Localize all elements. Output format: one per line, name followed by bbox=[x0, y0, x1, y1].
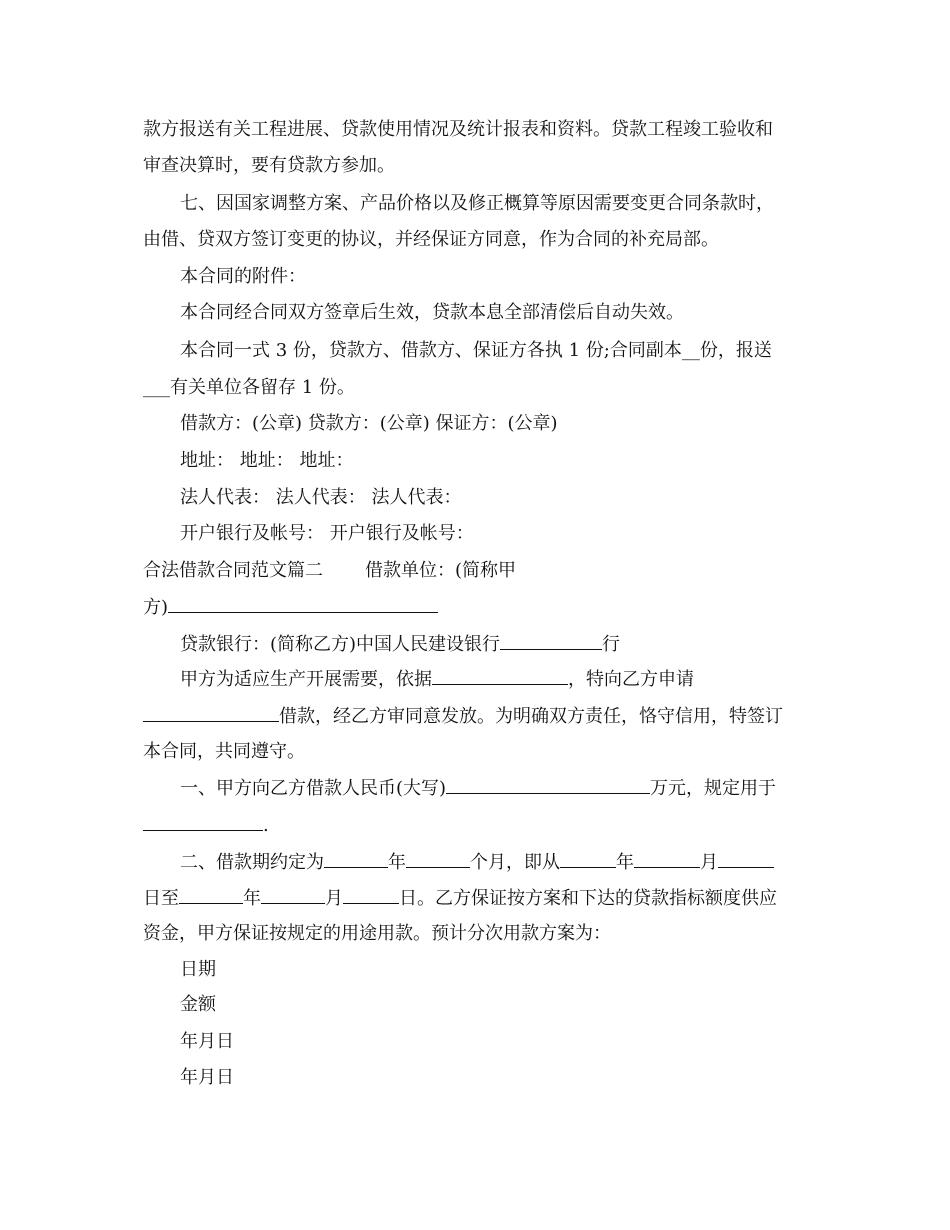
text-line: 本合同，共同遵守。 bbox=[143, 741, 305, 762]
table-item: 年月日 bbox=[180, 1031, 234, 1052]
text-line: 由借、贷双方签订变更的协议，并经保证方同意，作为合同的补充局部。 bbox=[143, 229, 719, 250]
purpose-line bbox=[0, 667, 950, 692]
clause-one-end bbox=[0, 813, 950, 838]
text-span: 一、甲方向乙方借款人民币(大写) bbox=[180, 778, 447, 799]
table-item: 年月日 bbox=[180, 1067, 234, 1088]
legal-rep-line: 法人代表： 法人代表： 法人代表： bbox=[180, 487, 462, 508]
table-item: 金额 bbox=[180, 994, 216, 1015]
text-span: 甲方为适应生产开展需要，依据 bbox=[180, 669, 432, 690]
blank-field bbox=[143, 704, 279, 722]
validity-line: 本合同经合同双方签章后生效，贷款本息全部清偿后自动失效。 bbox=[180, 302, 684, 323]
blank-field bbox=[324, 850, 388, 868]
text-span: 个月，即从 bbox=[470, 852, 560, 873]
part-two-line bbox=[0, 559, 950, 583]
borrower-label: 借款单位：(简称甲 bbox=[365, 560, 517, 581]
text-span: 二、借款期约定为 bbox=[180, 852, 324, 873]
text-span: 行 bbox=[602, 634, 621, 655]
text-span: 日至 bbox=[143, 888, 179, 909]
clause-two-dates bbox=[0, 886, 950, 911]
blank-field bbox=[168, 595, 438, 613]
table-item: 日期 bbox=[180, 959, 216, 980]
blank-field bbox=[718, 850, 774, 868]
text-span: 日。乙方保证按方案和下达的贷款指标额度供应 bbox=[399, 888, 777, 909]
address-line: 地址： 地址： 地址： bbox=[180, 450, 354, 471]
blank-field bbox=[343, 886, 399, 904]
text-span: . bbox=[263, 815, 269, 836]
text-line: 资金，甲方保证按规定的用途用款。预计分次用款方案为： bbox=[143, 923, 611, 944]
bank-account-line: 开户银行及帐号： 开户银行及帐号： bbox=[180, 523, 474, 544]
copies-line: 本合同一式 3 份，贷款方、借款方、保证方各执 1 份;合同副本__份，报送 bbox=[180, 340, 772, 361]
text-span: 借款，经乙方审同意发放。为明确双方责任，恪守信用，特签订 bbox=[279, 706, 783, 727]
text-span: 年 bbox=[388, 852, 406, 873]
text-line: 审查决算时，要有贷款方参加。 bbox=[143, 155, 395, 176]
blank-field bbox=[179, 886, 243, 904]
blank-field bbox=[634, 850, 700, 868]
text-span: 万元，规定用于 bbox=[650, 778, 777, 799]
signature-parties: 借款方：(公章) 贷款方：(公章) 保证方：(公章) bbox=[180, 413, 558, 434]
text-line: ___有关单位各留存 1 份。 bbox=[143, 377, 355, 398]
blank-field bbox=[432, 667, 568, 685]
lender-label: 贷款银行：(简称乙方)中国人民建设银行 bbox=[180, 634, 501, 655]
clause-seven: 七、因国家调整方案、产品价格以及修正概算等原因需要变更合同条款时， bbox=[180, 193, 774, 214]
blank-field bbox=[143, 813, 263, 831]
text-span: 方) bbox=[143, 597, 169, 618]
text-span: ，特向乙方申请 bbox=[568, 669, 694, 690]
lender-line bbox=[0, 632, 950, 657]
blank-field bbox=[560, 850, 616, 868]
text-span: 年 bbox=[243, 888, 261, 909]
text-span: 年 bbox=[616, 852, 634, 873]
clause-two-line bbox=[0, 850, 950, 875]
loan-line bbox=[0, 704, 950, 729]
text-span: 月 bbox=[700, 852, 718, 873]
clause-one-line bbox=[0, 776, 950, 801]
blank-field bbox=[261, 886, 325, 904]
blank-field bbox=[500, 632, 602, 650]
blank-field bbox=[446, 776, 650, 794]
section-heading: 合法借款合同范文篇二 bbox=[143, 560, 323, 581]
blank-field bbox=[406, 850, 470, 868]
attachments-line: 本合同的附件： bbox=[180, 266, 306, 287]
text-span: 月 bbox=[325, 888, 343, 909]
borrower-line bbox=[0, 595, 950, 620]
text-line: 款方报送有关工程进展、贷款使用情况及统计报表和资料。贷款工程竣工验收和 bbox=[143, 119, 773, 140]
